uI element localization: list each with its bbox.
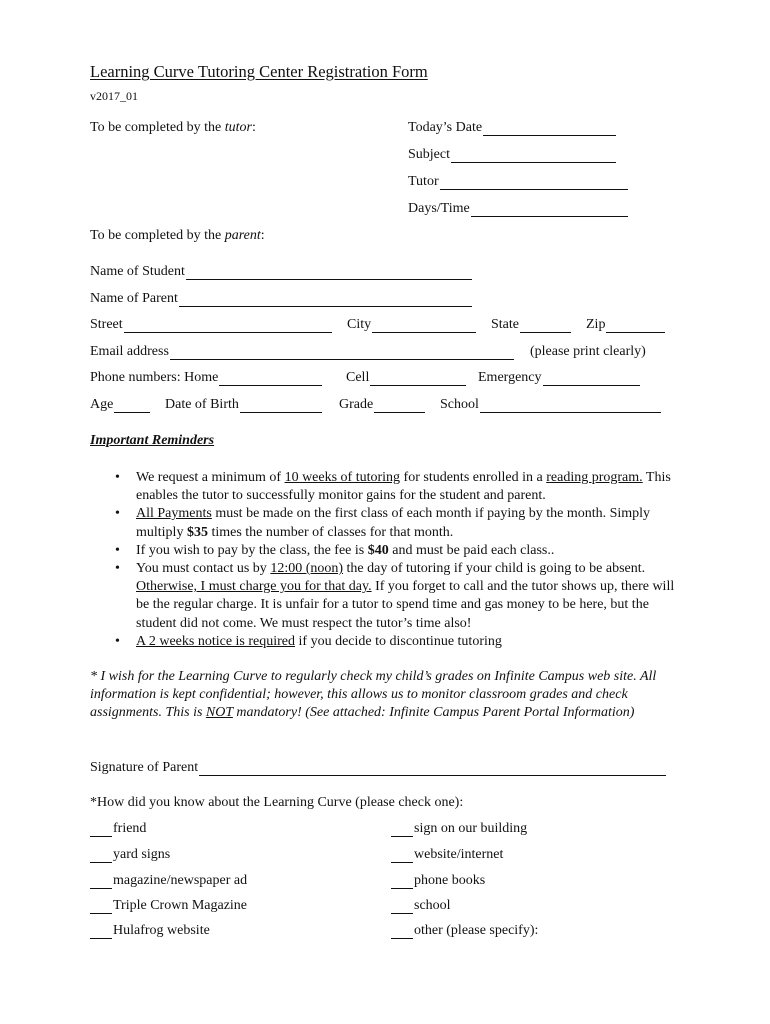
grade-line[interactable] [374, 400, 425, 413]
reminders-heading: Important Reminders [90, 433, 215, 448]
dob-field[interactable]: Date of Birth [165, 397, 322, 413]
subject-field[interactable]: Subject [408, 147, 616, 163]
checkbox-blank[interactable] [90, 824, 112, 837]
city-field[interactable]: City [347, 317, 476, 333]
home-phone-field[interactable]: Phone numbers: Home [90, 370, 322, 386]
street-field[interactable]: Street [90, 317, 332, 333]
checkbox-blank[interactable] [391, 926, 413, 939]
referral-option-other[interactable]: other (please specify): [391, 923, 538, 939]
referral-option-friend[interactable]: friend [90, 821, 146, 837]
age-line[interactable] [114, 400, 150, 413]
reminder-item: • A 2 weeks notice is required if you decide to discontinue tutoring [113, 633, 678, 651]
bullet-icon: • [115, 633, 120, 649]
referral-option-magazine[interactable]: magazine/newspaper ad [90, 873, 247, 889]
checkbox-blank[interactable] [90, 926, 112, 939]
zip-field[interactable]: Zip [586, 317, 665, 333]
infinite-campus-note: * I wish for the Learning Curve to regularly check my child’s grades on Infinite Campus web site. All information is kept confidential; however, this allows us to monitor classroom grades and check assignments. This is NOT mandatory! (See attached: Infinite Campus Parent Portal Information) [90, 669, 657, 721]
parent-name-line[interactable] [179, 294, 472, 307]
signature-field[interactable]: Signature of Parent [90, 760, 666, 776]
bullet-icon: • [115, 561, 120, 577]
home-phone-line[interactable] [219, 373, 322, 386]
subject-line[interactable] [451, 150, 616, 163]
reminder-item: • All Payments must be made on the first class of each month if paying by the month. Simply multiply $35 times the number of classes for that month. [115, 506, 651, 540]
referral-option-phone-books[interactable]: phone books [391, 873, 485, 889]
dob-line[interactable] [240, 400, 322, 413]
tutor-section-label: To be completed by the tutor: [90, 120, 256, 135]
student-name-field[interactable]: Name of Student [90, 264, 472, 280]
email-field[interactable]: Email address [90, 344, 514, 360]
emergency-phone-field[interactable]: Emergency [478, 370, 640, 386]
tutor-line[interactable] [440, 177, 628, 190]
checkbox-blank[interactable] [90, 901, 112, 914]
todays-date-line[interactable] [483, 123, 616, 136]
checkbox-blank[interactable] [90, 876, 112, 889]
bullet-icon: • [115, 542, 120, 558]
checkbox-blank[interactable] [391, 876, 413, 889]
parent-name-field[interactable]: Name of Parent [90, 291, 472, 307]
checkbox-blank[interactable] [391, 824, 413, 837]
emergency-phone-line[interactable] [543, 373, 640, 386]
zip-line[interactable] [606, 320, 665, 333]
referral-option-triple-crown[interactable]: Triple Crown Magazine [90, 898, 247, 914]
referral-option-building-sign[interactable]: sign on our building [391, 821, 527, 837]
reminder-item: • If you wish to pay by the class, the fee is $40 and must be paid each class.. [113, 542, 678, 560]
referral-option-website[interactable]: website/internet [391, 847, 503, 863]
referral-option-school[interactable]: school [391, 898, 451, 914]
school-field[interactable]: School [440, 397, 661, 413]
referral-option-yard-signs[interactable]: yard signs [90, 847, 170, 863]
student-name-line[interactable] [186, 267, 472, 280]
email-line[interactable] [170, 347, 514, 360]
referral-question: *How did you know about the Learning Curve (please check one): [90, 795, 464, 810]
form-version: v2017_01 [90, 89, 138, 103]
days-time-field[interactable]: Days/Time [408, 201, 628, 217]
state-line[interactable] [520, 320, 571, 333]
parent-section-label: To be completed by the parent: [90, 228, 265, 243]
checkbox-blank[interactable] [90, 850, 112, 863]
reminder-item: • You must contact us by 12:00 (noon) the day of tutoring if your child is going to be absent. Otherwise, I must charge you for that day. If you forget to call and the tutor shows up, there will be the regular charge. It is unfair for a tutor to spend time and gas money to be here, but the student did not come. We must respect the tutor’s time also! [115, 561, 675, 631]
bullet-icon: • [115, 470, 120, 485]
cell-phone-line[interactable] [370, 373, 466, 386]
form-title: Learning Curve Tutoring Center Registration Form [90, 62, 428, 81]
school-line[interactable] [480, 400, 661, 413]
city-line[interactable] [372, 320, 476, 333]
age-field[interactable]: Age [90, 397, 150, 413]
cell-phone-field[interactable]: Cell [346, 370, 466, 386]
checkbox-blank[interactable] [391, 850, 413, 863]
todays-date-field[interactable]: Today’s Date [408, 120, 616, 136]
tutor-field[interactable]: Tutor [408, 174, 628, 190]
state-field[interactable]: State [491, 317, 571, 333]
email-note: (please print clearly) [530, 344, 646, 359]
reminder-item: • We request a minimum of 10 weeks of tutoring for students enrolled in a reading program. This enables the tutor to successfully monitor gains for the student and parent. [115, 470, 671, 504]
referral-option-hulafrog[interactable]: Hulafrog website [90, 923, 210, 939]
reminders-list [113, 469, 678, 651]
street-line[interactable] [124, 320, 332, 333]
bullet-icon: • [115, 506, 120, 522]
grade-field[interactable]: Grade [339, 397, 425, 413]
signature-line[interactable] [199, 763, 666, 776]
days-time-line[interactable] [471, 204, 628, 217]
checkbox-blank[interactable] [391, 901, 413, 914]
